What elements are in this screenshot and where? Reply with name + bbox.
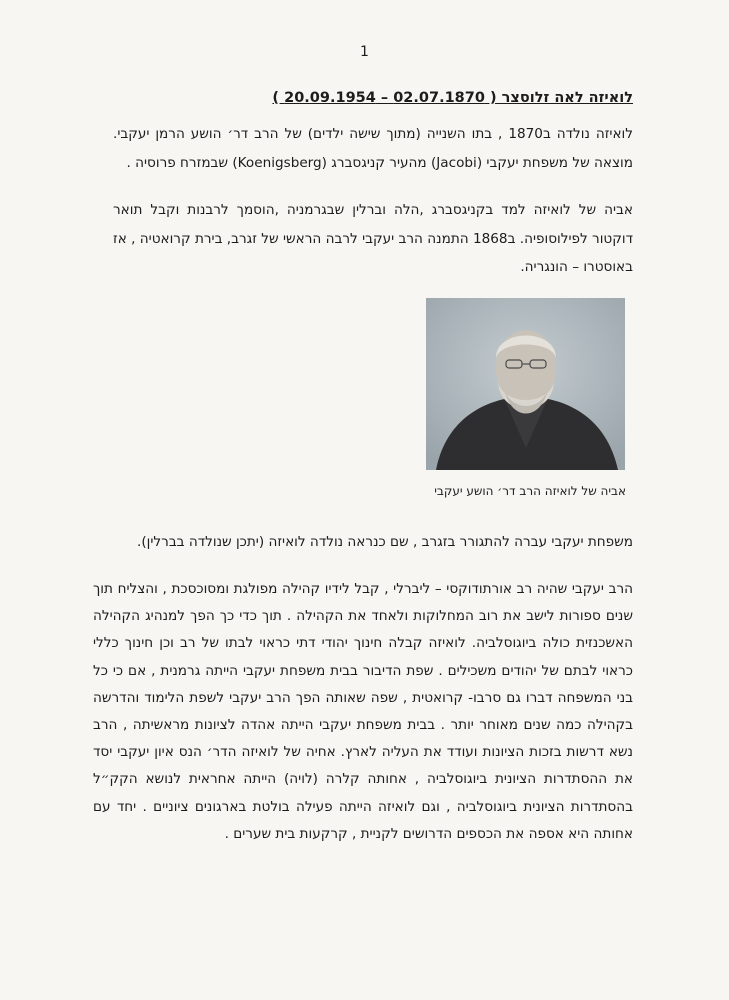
paragraph-father: אביה של לואיזה למד בקניגסברג ,הלה וברלין שבגרמניה ,הוסמך לרבנות וקבל תואר דוקטור לפילוסופיה. ב1868 התמנה הרב יעקבי לרבה הראשי של זגרב, בירת קרואטיה , אז באוסטרו – הונגריה. — [113, 202, 634, 275]
paragraph-move: משפחת יעקבי עברה להתגורר בזגרב , שם כנראה נולדה לואיזה (יתכן שנולדה בברלין). — [137, 534, 633, 550]
paragraph-intro: לואיזה נולדה ב1870 , בתו השנייה (מתוך שישה ילדים) של הרב דר׳ הושע הרמן יעקבי. מוצאה של משפחת יעקבי (Jacobi) מהעיר קניגסברג (Koenigsberg) שבמזרח פרוסיה . — [113, 126, 633, 171]
portrait-photo — [426, 298, 625, 470]
portrait-image — [426, 298, 625, 470]
document-title: לואיזה לאה זלוסצר ( 02.07.1870 – 20.09.1954 ) — [272, 90, 633, 106]
paragraph-community: הרב יעקבי שהיה רב אורתודוקסי – ליברלי , קבל לידיו קהילה מפולגת ומסוכסכת , והצליח תוך שנים ספורות לישב את רוב המחלוקות ולאחד את הקהילה . תוך כדי כך הפך למנהיג הקהילה האשכנזית כולה ביוגוסלביה. לואיזה קבלה חינוך יהודי דתי כראוי לבתו של רב וכן חינוך כללי כראוי לבתם של יהודים משכילים . שפת הדיבור בבית משפחת יעקבי הייתה גרמנית , אם כי כל בני המשפחה דברו גם סרבו- קרואטית , שפה שאותה הפך הרב יעקבי לשפת הלימוד והדרשה בקהילה כמה שנים מאוחר יותר . בבית משפחת יעקבי הייתה אהדה לציונות מראשיתה , הרב נשא דרשות בזכות הציונות ועודד את העליה לארץ. אחיה של לואיזה הדר׳ הנס איון יעקבי יסד את ההסתדרות הציונית ביוגוסלביה , אחותה קלרה (לויה) הייתה אחראית לנושא הקק״ל בהסתדרות הציונית ביוגוסלביה , וגם לואיזה הייתה פעילה בולטת בארגונים ציוניים . יחד עם אחותה היא אספה את הכספים הדרושים לקניית , קרקעות בית שערים . — [93, 581, 633, 842]
page-number: 1 — [360, 44, 369, 60]
photo-caption: אביה של לואיזה הרב דר׳ הושע יעקבי — [434, 484, 626, 498]
